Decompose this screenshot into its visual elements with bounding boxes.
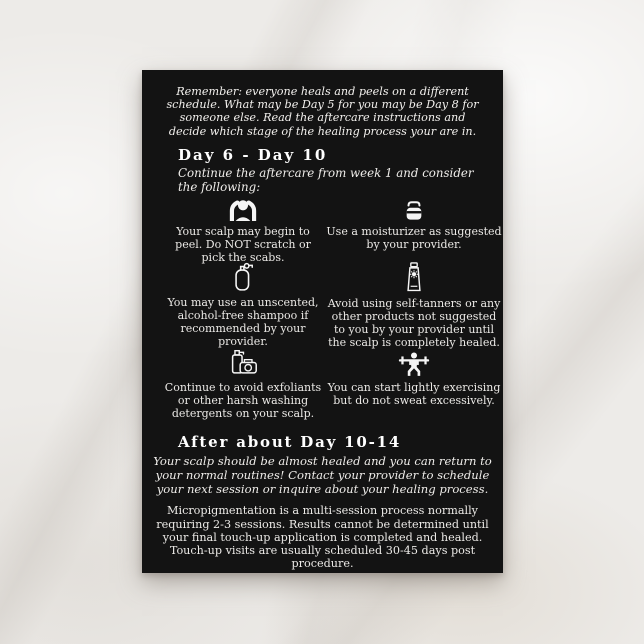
moisturizer-jar-icon xyxy=(403,197,425,221)
section2-heading: After about Day 10-14 xyxy=(178,432,402,451)
tip-text: Use a moisturizer as suggested by your provider. xyxy=(326,224,502,251)
tip-text: Continue to avoid exfoliants or other harsh washing detergents on your scalp. xyxy=(164,380,322,420)
disclaimer-note: Micropigmentation is a multi-session process normally requiring 2-3 sessions. Results cannot be determined until your final touch-up application is completed and healed. Touch-up visits are usually scheduled 30-45 days post procedure. xyxy=(156,504,489,571)
barbell-squat-icon xyxy=(397,346,431,377)
tip-item-moisturizer xyxy=(326,197,502,261)
cosmetic-products-icon xyxy=(226,346,260,377)
tip-text: Your scalp may begin to peel. Do NOT scratch or pick the scabs. xyxy=(175,224,311,264)
tip-text: You can start lightly exercising but do not sweat excessively. xyxy=(327,380,501,407)
tip-text: Avoid using self-tanners or any other products not suggested to you by your provider until the scalp is completely healed. xyxy=(327,296,501,349)
shampoo-bottle-icon xyxy=(231,261,255,292)
tip-item-self-tanners xyxy=(326,261,502,349)
tip-item-shampoo xyxy=(162,261,324,346)
aftercare-card xyxy=(142,70,503,573)
tip-text: You may use an unscented, alcohol-free shampoo if recommended by your provider. xyxy=(167,295,319,348)
scratch-head-icon xyxy=(224,197,262,221)
section1-subheading: Continue the aftercare from week 1 and consider the following: xyxy=(178,165,474,195)
section2-subheading: Your scalp should be almost healed and you can return to your normal routines! Contact your provider to schedule your next session or inquire about your healing process. xyxy=(153,453,492,497)
tip-item-exfoliants xyxy=(162,346,324,430)
tip-item-exercise xyxy=(326,346,502,430)
intro-note: Remember: everyone heals and peels on a different schedule. What may be Day 5 for you may be Day 8 for someone else. Read the aftercare instructions and decide which stage of the healing process your are in. xyxy=(166,85,479,138)
section1-heading: Day 6 - Day 10 xyxy=(178,145,328,164)
sunscreen-tube-icon xyxy=(404,261,424,293)
tips-grid xyxy=(162,197,503,430)
tip-item-scalp-peel xyxy=(162,197,324,264)
